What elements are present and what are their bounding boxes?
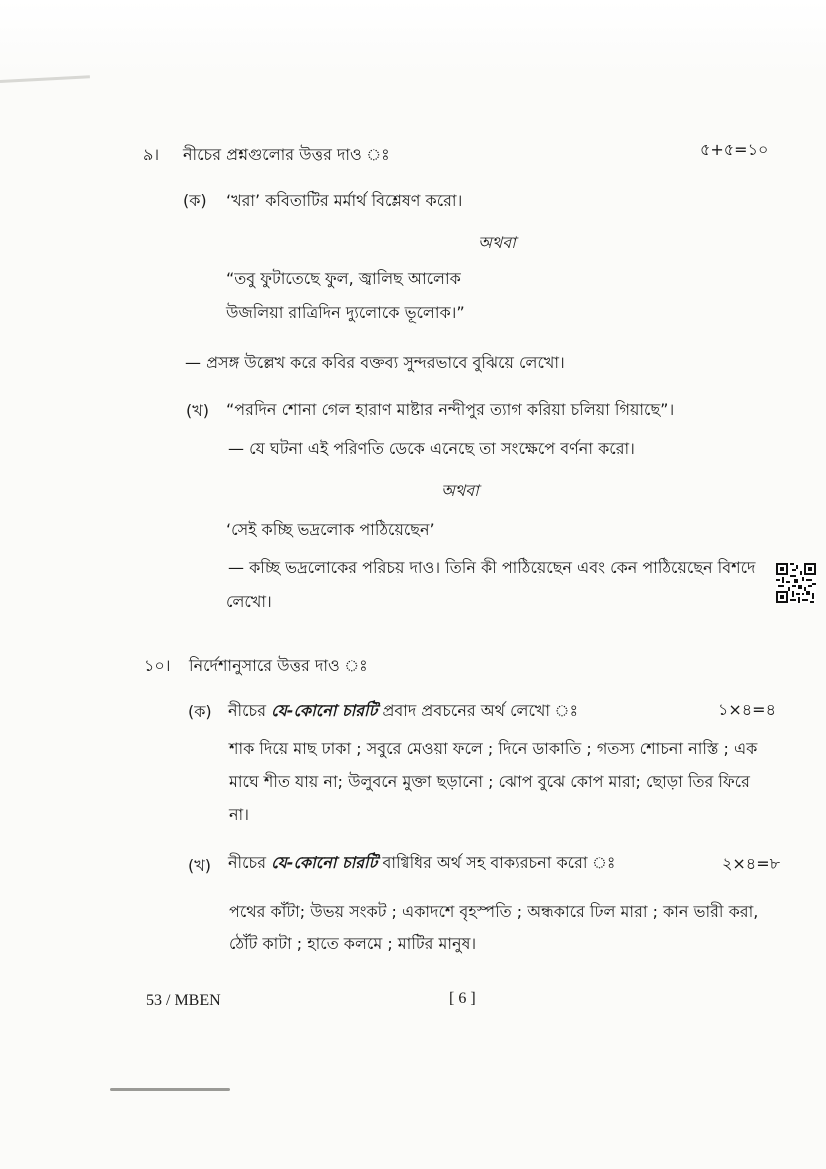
q10a-line1: শাক দিয়ে মাছ ঢাকা ; সবুরে মেওয়া ফলে ; দিনে ডাকাতি ; গতস্য শোচনা নাস্তি ; এক [229, 739, 758, 758]
q9-marks: ৫+৫=১০ [700, 140, 769, 159]
q9-heading: নীচের প্রশ্নগুলোর উত্তর দাও ঃ [183, 145, 390, 164]
q9a-quote-line2: উজলিয়া রাত্রিদিন দ্যুলোকে ভূলোক।” [226, 303, 465, 322]
q10b-instruction [228, 852, 615, 874]
q9b-instruction2-line1: — কচ্ছি ভদ্রলোকের পরিচয় দাও। তিনি কী পাঠিয়েছেন এবং কেন পাঠিয়েছেন বিশদে [228, 558, 756, 577]
q10a-label: (ক) [188, 702, 212, 721]
q9b-instruction: — যে ঘটনা এই পরিণতি ডেকে এনেছে তা সংক্ষেপে বর্ণনা করো। [228, 439, 635, 458]
q9a-quote-line1: “তবু ফুটাতেছে ফুল, জ্বালিছ আলোক [226, 269, 461, 288]
q10-heading: নির্দেশানুসারে উত্তর দাও ঃ [189, 656, 368, 675]
footer-code: 53 / MBEN [146, 992, 221, 1009]
q10a-emphasis: যে-কোনো চারটি [271, 701, 378, 720]
q9b-label: (খ) [186, 401, 209, 420]
q10a-suffix: প্রবাদ প্রবচনের অর্থ লেখো ঃ [382, 701, 579, 720]
q10a-marks: ১×৪=৪ [718, 700, 776, 719]
q10a-line2: মাঘে শীত যায় না; উলুবনে মুক্তা ছড়ানো ; ঝোপ বুঝে কোপ মারা; ছোড়া তির ফিরে [229, 772, 750, 791]
footer-page-number: [ 6 ] [449, 990, 476, 1007]
scan-mark [0, 75, 90, 83]
q10a-line3: না। [229, 805, 249, 824]
q10b-line2: ঠোঁট কাটা ; হাতে কলমে ; মাটির মানুষ। [229, 934, 477, 953]
scan-edge [0, 0, 826, 72]
q9b-or: অথবা [441, 481, 479, 500]
q10b-emphasis: যে-কোনো চারটি [271, 853, 378, 872]
q10a-instruction [228, 700, 578, 722]
q10b-label: (খ) [188, 856, 211, 875]
q10b-suffix: বাগ্বিধির অর্থ সহ বাক্যরচনা করো ঃ [382, 853, 616, 872]
q9b-instruction2-line2: লেখো। [226, 592, 272, 611]
q9a-question: ‘খরা’ কবিতাটির মর্মার্থ বিশ্লেষণ করো। [226, 191, 463, 210]
q10b-line1: পথের কাঁটা; উভয় সংকট ; একাদশে বৃহস্পতি ; অন্ধকারে ঢিল মারা ; কান ভারী করা, [229, 902, 759, 921]
scan-bottom-line [110, 1088, 230, 1091]
q9b-quote2: ‘সেই কচ্ছি ভদ্রলোক পাঠিয়েছেন’ [226, 520, 435, 539]
q9a-instruction: — প্রসঙ্গ উল্লেখ করে কবির বক্তব্য সুন্দরভাবে বুঝিয়ে লেখো। [185, 353, 565, 372]
q9a-label: (ক) [183, 191, 207, 210]
q10b-marks: ২×৪=৮ [722, 854, 780, 873]
q9b-quote: “পরদিন শোনা গেল হারাণ মাষ্টার নন্দীপুর ত্যাগ করিয়া চলিয়া গিয়াছে”। [226, 400, 675, 419]
q10-number: ১০। [144, 656, 171, 675]
q10b-prefix: নীচের [228, 853, 266, 872]
qr-code [776, 563, 816, 603]
q9a-or: অথবা [478, 233, 516, 252]
q9-number: ৯। [143, 145, 160, 164]
q10a-prefix: নীচের [228, 701, 266, 720]
